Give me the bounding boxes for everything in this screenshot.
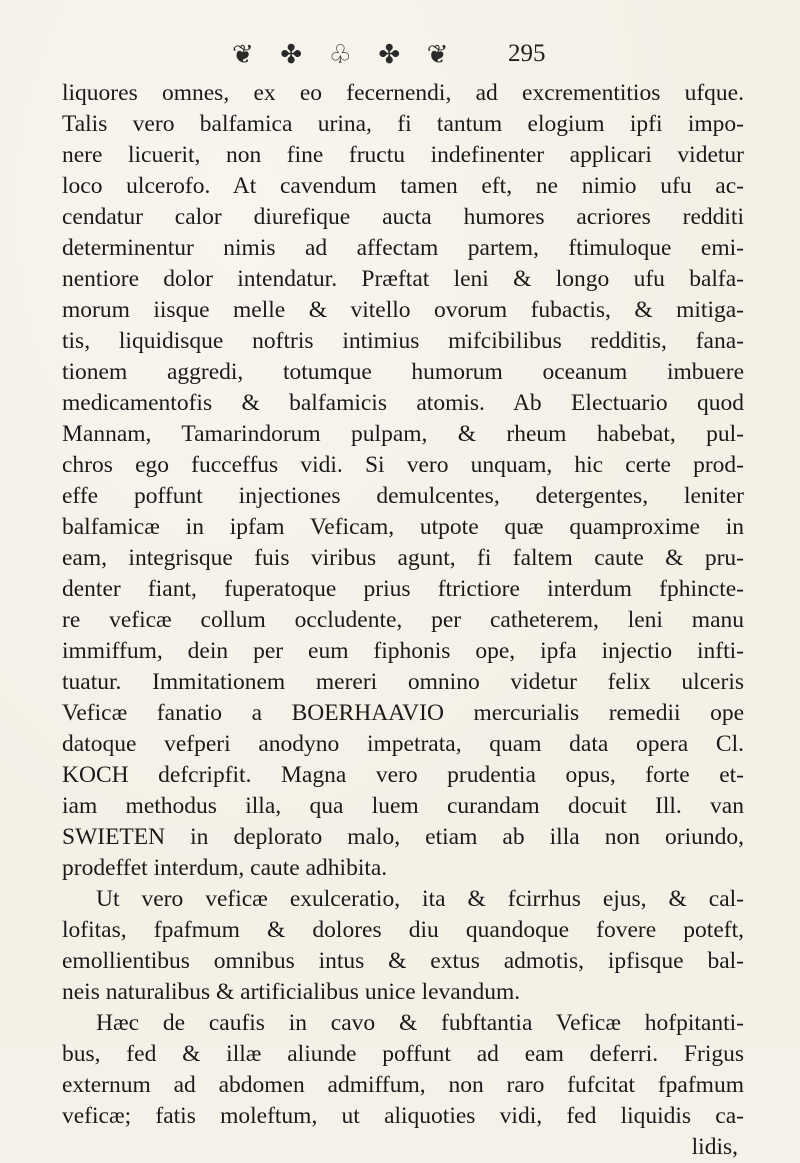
page-header — [0, 38, 800, 78]
text-line: eam, integrisque fuis viribus agunt, fi faltem caute & pru- — [62, 545, 744, 571]
text-line: tis, liquidisque noftris intimius mifcibilibus redditis, fana- — [62, 328, 744, 354]
text-line: medicamentofis & balfamicis atomis. Ab Electuario quod — [62, 390, 744, 416]
text-line: iam methodus illa, qua luem curandam docuit Ill. van — [62, 793, 744, 819]
body-text — [62, 78, 744, 1163]
text-line: liquores omnes, ex eo fecernendi, ad excrementitios ufque. — [62, 80, 744, 106]
text-line: chros ego fucceffus vidi. Si vero unquam, hic certe prod- — [62, 452, 744, 478]
text-line: externum ad abdomen admiffum, non raro fufcitat fpafmum — [62, 1072, 744, 1098]
text-line: loco ulcerofo. At cavendum tamen eft, ne nimio ufu ac- — [62, 173, 744, 199]
page-number: 295 — [508, 40, 546, 67]
text-line: Talis vero balfamica urina, fi tantum elogium ipfi impo- — [62, 111, 744, 137]
text-line: re veficæ collum occludente, per catheterem, leni manu — [62, 607, 744, 633]
text-line: balfamicæ in ipfam Veficam, utpote quæ quamproxime in — [62, 514, 744, 540]
text-line: cendatur calor diurefique aucta humores acriores redditi — [62, 204, 744, 230]
text-line: immiffum, dein per eum fiphonis ope, ipfa injectio infti- — [62, 638, 744, 664]
catchword: lidis, — [691, 1134, 738, 1160]
text-line: nentiore dolor intendatur. Præftat leni & longo ufu balfa- — [62, 266, 744, 292]
text-line: tuatur. Immitationem mereri omnino videtur felix ulceris — [62, 669, 744, 695]
header-ornament: ❦ ✤ ♧ ✤ ❦ — [232, 40, 459, 69]
text-line: neis naturalibus & artificialibus unice levandum. — [62, 979, 521, 1005]
text-line: nere licuerit, non fine fructu indefinenter applicari videtur — [62, 142, 744, 168]
text-line: prodeffet interdum, caute adhibita. — [62, 855, 388, 881]
text-line: tionem aggredi, totumque humorum oceanum imbuere — [62, 359, 744, 385]
text-line: Veficæ fanatio a BOERHAAVIO mercurialis remedii ope — [62, 700, 744, 726]
text-line: bus, fed & illæ aliunde poffunt ad eam deferri. Frigus — [62, 1041, 744, 1067]
text-line: Mannam, Tamarindorum pulpam, & rheum habebat, pul- — [62, 421, 744, 447]
text-line: datoque vefperi anodyno impetrata, quam data opera Cl. — [62, 731, 744, 757]
text-line: determinentur nimis ad affectam partem, ftimuloque emi- — [62, 235, 744, 261]
text-line: denter fiant, fuperatoque prius ftrictiore interdum fphincte- — [62, 576, 744, 602]
text-line: SWIETEN in deplorato malo, etiam ab illa non oriundo, — [62, 824, 744, 850]
text-line: effe poffunt injectiones demulcentes, detergentes, leniter — [62, 483, 744, 509]
text-line: emollientibus omnibus intus & extus admotis, ipfisque bal- — [62, 948, 744, 974]
text-line: Ut vero veficæ exulceratio, ita & fcirrhus ejus, & cal- — [96, 886, 744, 912]
text-line: lofitas, fpafmum & dolores diu quandoque fovere poteft, — [62, 917, 744, 943]
text-line: Hæc de caufis in cavo & fubftantia Veficæ hofpitanti- — [96, 1010, 744, 1036]
text-line: veficæ; fatis moleftum, ut aliquoties vidi, fed liquidis ca- — [62, 1103, 744, 1129]
text-line: morum iisque melle & vitello ovorum fubactis, & mitiga- — [62, 297, 744, 323]
text-line: KOCH defcripfit. Magna vero prudentia opus, forte et- — [62, 762, 744, 788]
